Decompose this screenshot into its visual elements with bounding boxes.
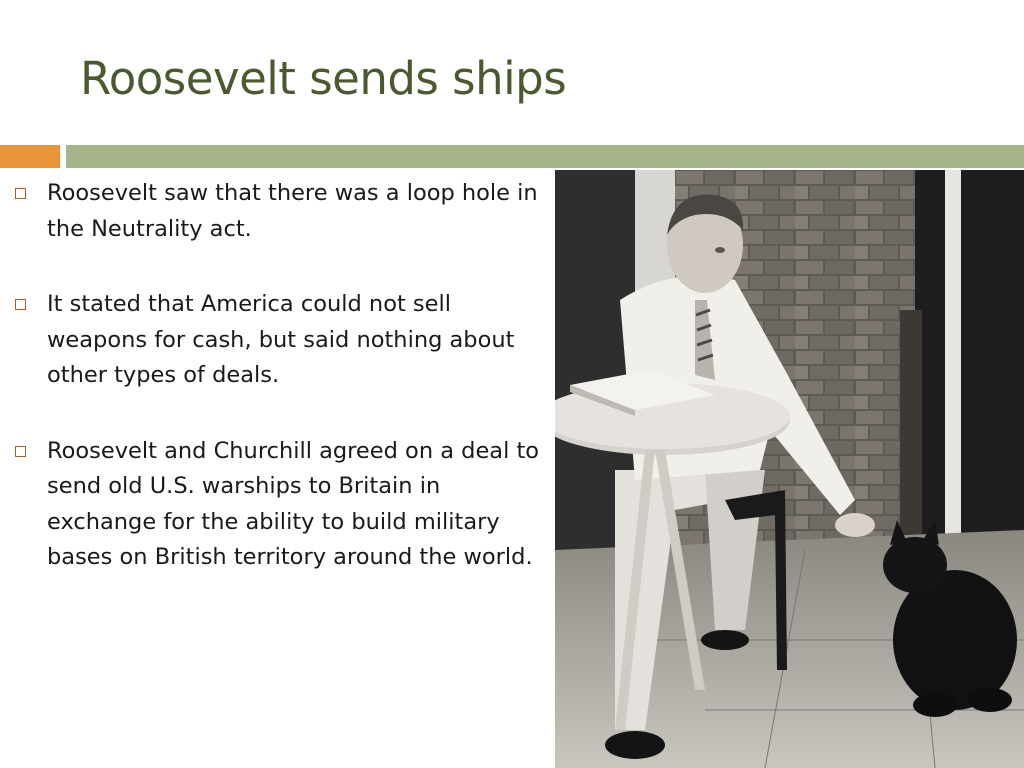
bullet-text: It stated that America could not sell weapons for cash, but said nothing about other types of deals. — [47, 291, 515, 388]
bullet-text: Roosevelt and Churchill agreed on a deal to send old U.S. warships to Britain in exchange for the ability to build military bases on British territory around the world. — [47, 437, 540, 570]
bullet-text: Roosevelt saw that there was a loop hole in the Neutrality act. — [47, 180, 538, 242]
slide-title: Roosevelt sends ships — [80, 52, 567, 105]
roosevelt-photo — [555, 170, 1024, 768]
photo-illustration — [555, 170, 1024, 768]
bullet-item — [12, 434, 544, 576]
square-bullet-icon — [15, 446, 26, 457]
bullet-item — [12, 176, 544, 247]
bullet-item — [12, 287, 544, 394]
green-accent-bar — [66, 145, 1024, 168]
square-bullet-icon — [15, 188, 26, 199]
square-bullet-icon — [15, 299, 26, 310]
orange-accent-bar — [0, 145, 60, 168]
bullet-list — [12, 176, 544, 616]
